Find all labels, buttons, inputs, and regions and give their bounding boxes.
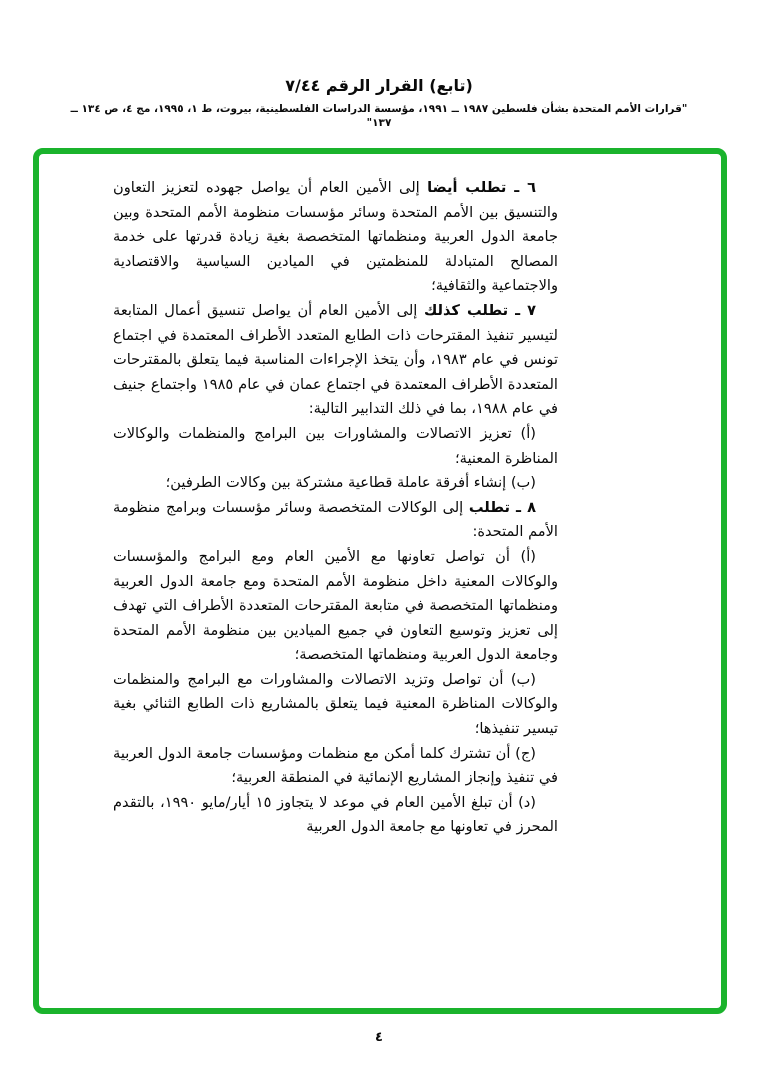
subitem-8-c <box>113 742 558 791</box>
paragraph-text: إلى الوكالات المتخصصة وسائر مؤسسات وبرامج منظومة الأمم المتحدة: <box>113 498 558 541</box>
subitem-8-b <box>113 668 558 742</box>
resolution-title: (تابع) القرار الرقم ٧/٤٤ <box>285 76 473 95</box>
subitem-7-b <box>113 471 558 496</box>
paragraph-8 <box>113 496 558 545</box>
paragraph-6 <box>113 176 558 299</box>
paragraph-7 <box>113 299 558 422</box>
operative-verb: ٦ ـ تطلب أيضا <box>427 179 536 196</box>
paragraph-text: (ج) أن تشترك كلما أمكن مع منظمات ومؤسسات جامعة الدول العربية في تنفيذ وإنجاز المشاريع الإنمائية في المنطقة العربية؛ <box>113 744 558 787</box>
paragraph-text: (ب) إنشاء أفرقة عاملة قطاعية مشتركة بين وكالات الطرفين؛ <box>165 474 536 492</box>
paragraph-text: (ب) أن تواصل وتزيد الاتصالات والمشاورات مع البرامج والمنظمات والوكالات المناظرة المعنية فيما يتعلق بالمشاريع ذات الطابع الثنائي بغية تيسير تنفيذها؛ <box>113 670 558 738</box>
subitem-7-a <box>113 422 558 471</box>
operative-verb: ٧ ـ تطلب كذلك <box>423 301 536 319</box>
paragraph-text: إلى الأمين العام أن يواصل تنسيق أعمال المتابعة لتيسير تنفيذ المقترحات ذات الطابع المتعدد الأطراف المعتمدة في اجتماع تونس في عام ١٩٨٣، وأن يتخذ الإجراءات المناسبة فيما يتعلق بالمقترحات المتعددة الأطراف المعتمدة في اجتماع عمان في عام ١٩٨٥ واجتماع جنيف في عام ١٩٨٨، بما في ذلك التدابير التالية: <box>113 301 559 418</box>
paragraph-text: (د) أن تبلغ الأمين العام في موعد لا يتجاوز ١٥ أيار/مايو ١٩٩٠، بالتقدم المحرز في تعاونها مع جامعة الدول العربية <box>113 793 558 836</box>
subitem-8-d <box>113 791 558 840</box>
subitem-8-a <box>113 545 558 668</box>
paragraph-text: (أ) تعزيز الاتصالات والمشاورات بين البرامج والمنظمات والوكالات المناظرة المعنية؛ <box>113 424 558 467</box>
citation-line: "قرارات الأمم المتحدة بشأن فلسطين ١٩٨٧ ــ ١٩٩١، مؤسسة الدراسات الفلسطينية، بيروت، ط ١، ١٩٩٥، مج ٤، ص ١٣٤ ــ ١٣٧" <box>70 103 688 129</box>
operative-verb: ٨ ـ تطلب <box>468 498 536 516</box>
page-number: ٤ <box>375 1030 383 1045</box>
paragraph-text: (أ) أن تواصل تعاونها مع الأمين العام ومع البرامج والمؤسسات والوكالات المعنية داخل منظومة الأمم المتحدة ومع جامعة الدول العربية ومنظماتها المتخصصة في متابعة المقترحات المتعددة الأطراف التي تهدف إلى تعزيز وتوسيع التعاون في جميع الميادين بين منظومة الأمم المتحدة وجامعة الدول العربية ومنظماتها المتخصصة؛ <box>113 547 558 664</box>
resolution-body <box>113 176 558 840</box>
page-header <box>0 76 758 130</box>
paragraph-text: إلى الأمين العام أن يواصل جهوده لتعزيز التعاون والتنسيق بين الأمم المتحدة وسائر مؤسسات منظومة الأمم المتحدة وبين جامعة الدول العربية ومنظماتها المتخصصة بغية زيادة قدرتها على خدمة المصالح المتبادلة للمنظمتين في الميادين السياسية والاقتصادية والاجتماعية والثقافية؛ <box>113 179 558 295</box>
